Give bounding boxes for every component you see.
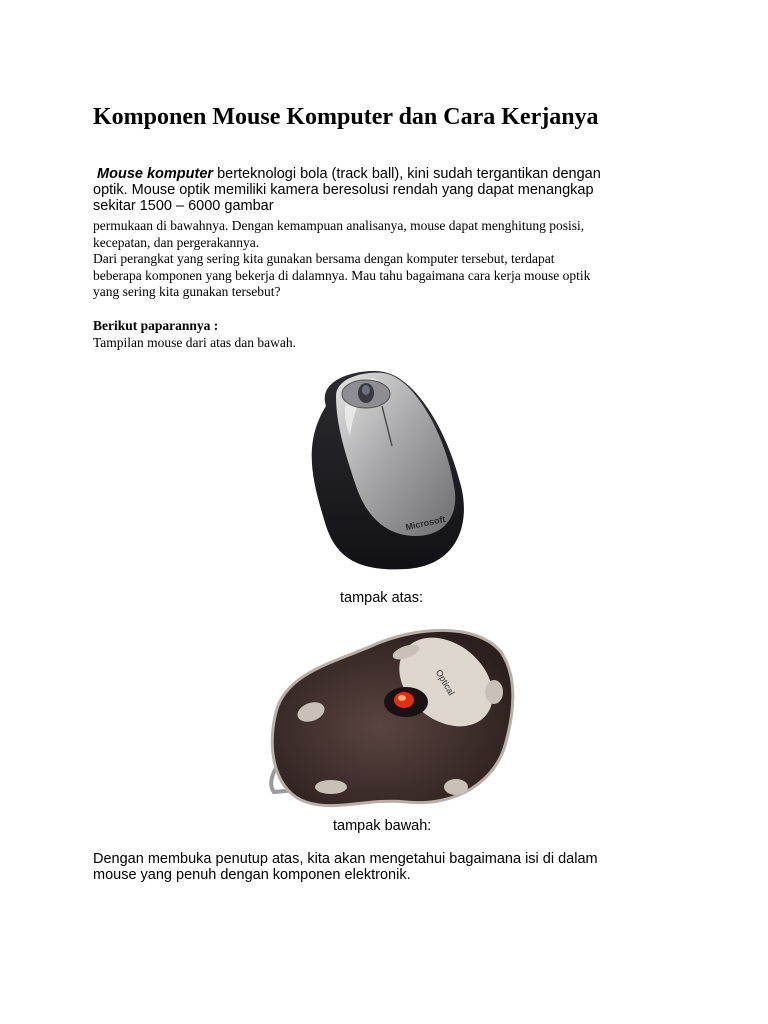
body-paragraph (93, 218, 693, 301)
subheading: Berikut paparannya : (93, 318, 219, 333)
intro-paragraph (93, 166, 693, 214)
intro-line-3: sekitar 1500 – 6000 gambar (93, 198, 274, 214)
page-title: Komponen Mouse Komputer dan Cara Kerjanya (93, 104, 599, 130)
closing-paragraph (93, 851, 693, 883)
intro-line-1 (93, 166, 693, 182)
sticker-label: Optical (433, 667, 457, 698)
caption-top-view: tampak atas: (340, 590, 424, 606)
brand-logo: Microsoft (404, 513, 447, 533)
subheading-text: Tampilan mouse dari atas dan bawah. (93, 335, 296, 350)
body-line: Dari perangkat yang sering kita gunakan bersama dengan komputer tersebut, terdapat (93, 251, 555, 266)
bold-term: Mouse komputer (97, 166, 214, 182)
mouse-bottom-view-image (256, 622, 518, 812)
intro-line-1-text: berteknologi bola (track ball), kini sudah tergantikan dengan (213, 166, 601, 182)
body-line: yang sering kita gunakan tersebut? (93, 284, 281, 299)
closing-line-2: mouse yang penuh dengan komponen elektronik. (93, 867, 411, 883)
body-line: beberapa komponen yang bekerja di dalamnya. Mau tahu bagaimana cara kerja mouse optik (93, 267, 591, 283)
body-line: permukaan di bawahnya. Dengan kemampuan analisanya, mouse dapat menghitung posisi, (93, 218, 585, 233)
body-line: kecepatan, dan pergerakannya. (93, 234, 260, 250)
caption-bottom-view: tampak bawah: (333, 818, 432, 834)
closing-line-1: Dengan membuka penutup atas, kita akan mengetahui bagaimana isi di dalam (93, 851, 598, 867)
mouse-top-view-image (296, 366, 472, 572)
intro-line-2: optik. Mouse optik memiliki kamera beresolusi rendah yang dapat menangkap (93, 182, 594, 198)
